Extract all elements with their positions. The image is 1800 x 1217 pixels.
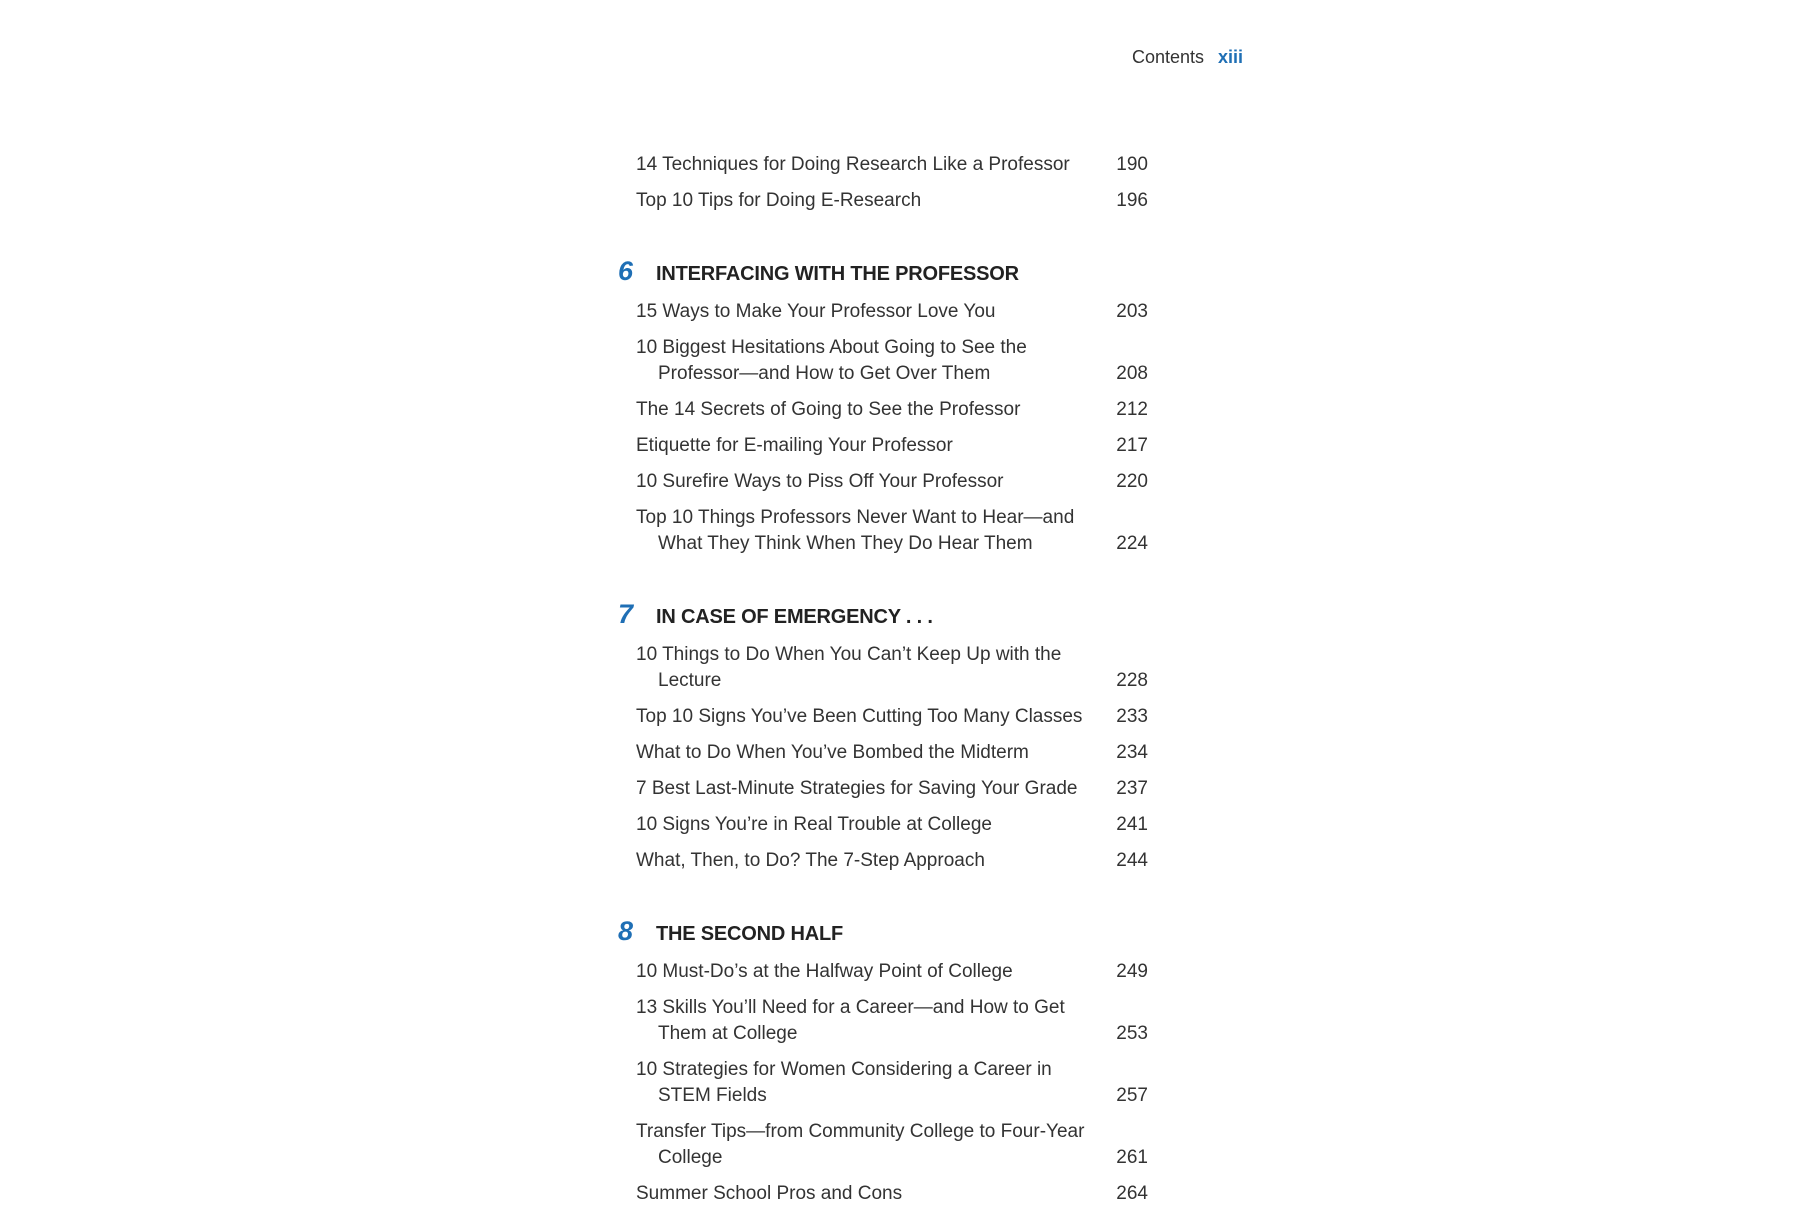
chapter-heading[interactable] (618, 916, 1218, 947)
toc-entry-title: Etiquette for E-mailing Your Professor (636, 435, 953, 456)
toc-entry[interactable] (618, 505, 1218, 557)
chapter-number: 6 (618, 256, 634, 286)
leading-entries (618, 152, 1218, 214)
toc-entry[interactable] (618, 1057, 1218, 1109)
toc-entry[interactable] (618, 433, 1218, 459)
toc-entry[interactable] (618, 335, 1218, 387)
toc-entry[interactable] (618, 469, 1218, 495)
toc-entry-page: 233 (1116, 706, 1148, 727)
toc-entry-title: What, Then, to Do? The 7-Step Approach (636, 850, 985, 871)
toc-entry[interactable] (618, 299, 1218, 325)
toc-entry[interactable] (618, 1119, 1218, 1171)
toc-entry[interactable] (618, 776, 1218, 802)
toc-entry[interactable] (618, 1181, 1218, 1207)
toc-entry-title: 13 Skills You’ll Need for a Career—and How to Get Them at College (636, 997, 1065, 1044)
toc-entry[interactable] (618, 152, 1218, 178)
toc-entry[interactable] (618, 188, 1218, 214)
toc-entry-page: 264 (1116, 1183, 1148, 1204)
chapter-section-7 (618, 599, 1218, 874)
toc-entry[interactable] (618, 704, 1218, 730)
toc-entry-title: 7 Best Last-Minute Strategies for Saving Your Grade (636, 778, 1078, 799)
page-number: xiii (1218, 47, 1244, 67)
toc-entry-title: Top 10 Signs You’ve Been Cutting Too Many Classes (636, 706, 1083, 727)
toc-entry-title: Top 10 Things Professors Never Want to Hear—and What They Think When They Do Hear Them (636, 507, 1075, 554)
chapter-title: THE SECOND HALF (656, 923, 844, 945)
toc-entry[interactable] (618, 848, 1218, 874)
chapter-heading[interactable] (618, 256, 1218, 287)
toc-entry-title: 10 Biggest Hesitations About Going to See the Professor—and How to Get Over Them (636, 337, 1027, 384)
toc-entry[interactable] (618, 812, 1218, 838)
toc-entry-title: What to Do When You’ve Bombed the Midterm (636, 742, 1029, 763)
toc-entry-page: 234 (1116, 742, 1148, 763)
toc-entry[interactable] (618, 995, 1218, 1047)
toc-entry-page: 212 (1116, 399, 1148, 420)
toc-entry-page: 190 (1116, 154, 1148, 175)
toc-entry[interactable] (618, 740, 1218, 766)
toc-entry-title: 14 Techniques for Doing Research Like a Professor (636, 154, 1070, 175)
toc-entry-title: 10 Surefire Ways to Piss Off Your Professor (636, 471, 1004, 492)
toc-entry-page: 224 (1116, 533, 1148, 554)
toc-entry-page: 244 (1116, 850, 1148, 871)
chapter-section-6 (618, 256, 1218, 557)
toc-entry-page: 237 (1116, 778, 1148, 799)
chapter-number: 7 (618, 599, 634, 629)
chapter-title: INTERFACING WITH THE PROFESSOR (656, 263, 1019, 285)
running-head-label: Contents (1132, 47, 1205, 67)
running-head (1132, 47, 1243, 68)
toc-entry-title: The 14 Secrets of Going to See the Professor (636, 399, 1021, 420)
toc-entry-page: 228 (1116, 670, 1148, 691)
chapter-section-8 (618, 916, 1218, 1207)
toc-entry[interactable] (618, 397, 1218, 423)
toc-entry-page: 220 (1116, 471, 1148, 492)
toc-entry-title: Top 10 Tips for Doing E-Research (636, 190, 922, 211)
toc-entry-page: 217 (1116, 435, 1148, 456)
chapter-number: 8 (618, 916, 634, 946)
toc-entry-page: 241 (1116, 814, 1148, 835)
table-of-contents (618, 152, 1218, 1217)
toc-entry-title: Transfer Tips—from Community College to Four-Year College (636, 1121, 1085, 1168)
toc-entry-page: 196 (1116, 190, 1148, 211)
chapter-title: IN CASE OF EMERGENCY . . . (656, 606, 933, 628)
toc-entry-page: 208 (1116, 363, 1148, 384)
toc-entry[interactable] (618, 959, 1218, 985)
toc-entry-title: 10 Signs You’re in Real Trouble at College (636, 814, 992, 835)
toc-entry-page: 253 (1116, 1023, 1148, 1044)
toc-entry-page: 203 (1116, 301, 1148, 322)
toc-entry-title: 10 Must-Do’s at the Halfway Point of College (636, 961, 1013, 982)
toc-entry-title: 10 Things to Do When You Can’t Keep Up with the Lecture (636, 644, 1062, 691)
toc-entry[interactable] (618, 642, 1218, 694)
toc-entry-title: 10 Strategies for Women Considering a Career in STEM Fields (636, 1059, 1052, 1106)
toc-entry-page: 249 (1116, 961, 1148, 982)
toc-entry-page: 261 (1116, 1147, 1148, 1168)
chapter-heading[interactable] (618, 599, 1218, 630)
toc-entry-title: Summer School Pros and Cons (636, 1183, 903, 1204)
toc-entry-page: 257 (1116, 1085, 1148, 1106)
toc-entry-title: 15 Ways to Make Your Professor Love You (636, 301, 996, 322)
